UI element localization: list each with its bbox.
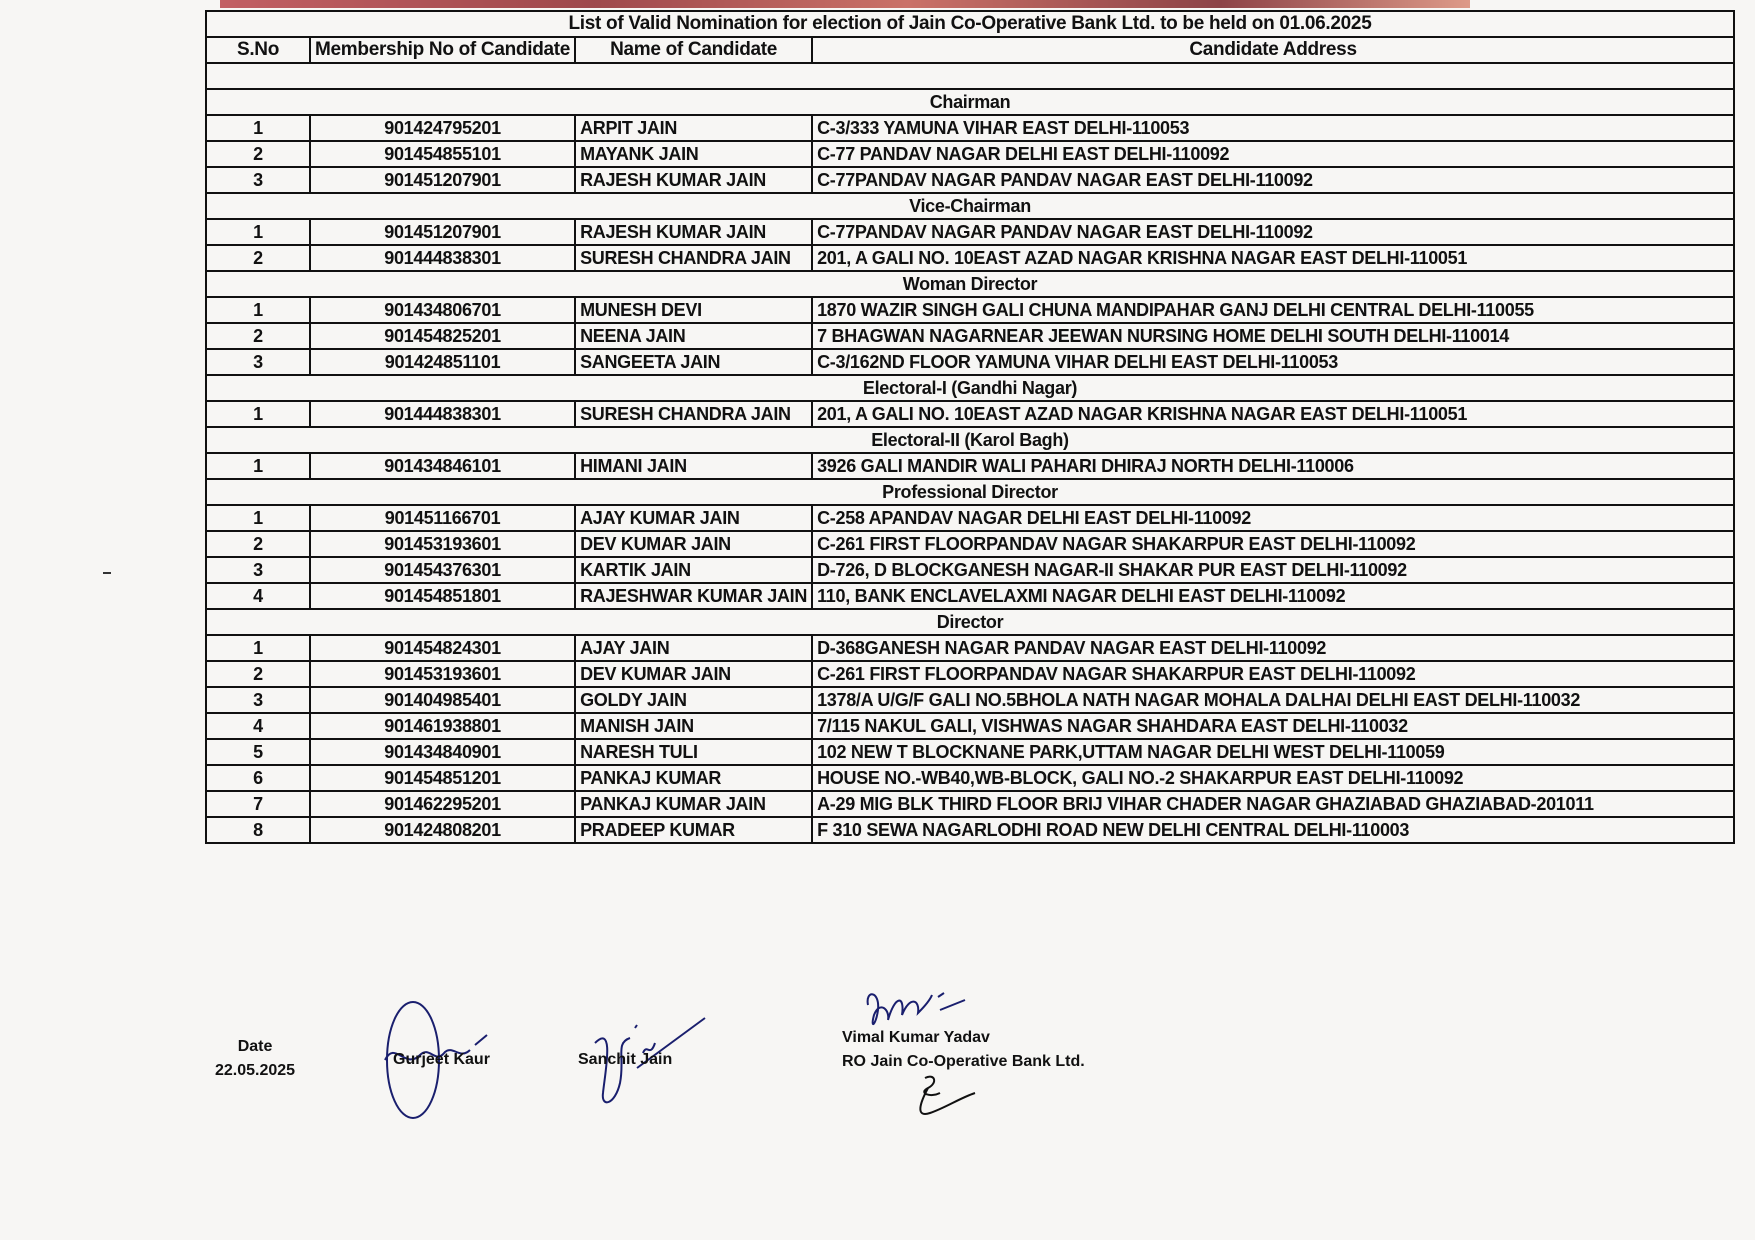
serial-number-cell: 3 <box>206 349 310 375</box>
table-row <box>206 791 1734 817</box>
serial-number-cell: 1 <box>206 453 310 479</box>
membership-number-cell: 901453193601 <box>310 661 575 687</box>
candidate-address-cell: 110, BANK ENCLAVELAXMI NAGAR DELHI EAST DELHI-110092 <box>812 583 1734 609</box>
serial-number-cell: 1 <box>206 219 310 245</box>
candidate-name-cell: SURESH CHANDRA JAIN <box>575 245 812 271</box>
spacer-row <box>206 63 1734 89</box>
nomination-sheet <box>205 10 1735 844</box>
table-row <box>206 583 1734 609</box>
membership-number-cell: 901461938801 <box>310 713 575 739</box>
table-row <box>206 245 1734 271</box>
date-value: 22.05.2025 <box>215 1062 296 1079</box>
serial-number-cell: 7 <box>206 791 310 817</box>
candidate-name-cell: DEV KUMAR JAIN <box>575 661 812 687</box>
signatory-name-2: Sanchit Jain <box>578 1051 673 1068</box>
membership-number-cell: 901424795201 <box>310 115 575 141</box>
table-row <box>206 765 1734 791</box>
serial-number-cell: 3 <box>206 687 310 713</box>
date-label: Date <box>237 1038 273 1055</box>
membership-number-cell: 901454824301 <box>310 635 575 661</box>
candidate-address-cell: C-3/333 YAMUNA VIHAR EAST DELHI-110053 <box>812 115 1734 141</box>
candidate-address-cell: 3926 GALI MANDIR WALI PAHARI DHIRAJ NORTH DELHI-110006 <box>812 453 1734 479</box>
candidate-name-cell: HIMANI JAIN <box>575 453 812 479</box>
membership-number-cell: 901434846101 <box>310 453 575 479</box>
membership-number-cell: 901444838301 <box>310 245 575 271</box>
margin-mark <box>103 572 111 574</box>
section-header-row <box>206 609 1734 635</box>
serial-number-cell: 4 <box>206 713 310 739</box>
candidate-address-cell: C-77PANDAV NAGAR PANDAV NAGAR EAST DELHI-110092 <box>812 219 1734 245</box>
signatory-name-1: Gurjeet Kaur <box>393 1051 490 1068</box>
serial-number-cell: 2 <box>206 531 310 557</box>
column-header-sno: S.No <box>206 37 310 63</box>
candidate-address-cell: D-726, D BLOCKGANESH NAGAR-II SHAKAR PUR EAST DELHI-110092 <box>812 557 1734 583</box>
serial-number-cell: 2 <box>206 245 310 271</box>
candidate-address-cell: 201, A GALI NO. 10EAST AZAD NAGAR KRISHNA NAGAR EAST DELHI-110051 <box>812 245 1734 271</box>
date-block <box>215 1035 295 1083</box>
table-row <box>206 115 1734 141</box>
serial-number-cell: 2 <box>206 661 310 687</box>
candidate-address-cell: C-258 APANDAV NAGAR DELHI EAST DELHI-110092 <box>812 505 1734 531</box>
section-title: Electoral-II (Karol Bagh) <box>206 427 1734 453</box>
section-title: Woman Director <box>206 271 1734 297</box>
section-title: Chairman <box>206 89 1734 115</box>
table-row <box>206 219 1734 245</box>
candidate-name-cell: ARPIT JAIN <box>575 115 812 141</box>
serial-number-cell: 3 <box>206 557 310 583</box>
membership-number-cell: 901424808201 <box>310 817 575 843</box>
table-row <box>206 817 1734 843</box>
candidate-name-cell: SANGEETA JAIN <box>575 349 812 375</box>
candidate-name-cell: RAJESH KUMAR JAIN <box>575 219 812 245</box>
section-title: Vice-Chairman <box>206 193 1734 219</box>
candidate-name-cell: DEV KUMAR JAIN <box>575 531 812 557</box>
candidate-address-cell: 1378/A U/G/F GALI NO.5BHOLA NATH NAGAR MOHALA DALHAI DELHI EAST DELHI-110032 <box>812 687 1734 713</box>
section-title: Director <box>206 609 1734 635</box>
candidate-name-cell: NEENA JAIN <box>575 323 812 349</box>
candidate-name-cell: NARESH TULI <box>575 739 812 765</box>
candidate-address-cell: 102 NEW T BLOCKNANE PARK,UTTAM NAGAR DELHI WEST DELHI-110059 <box>812 739 1734 765</box>
candidate-name-cell: MANISH JAIN <box>575 713 812 739</box>
section-title: Professional Director <box>206 479 1734 505</box>
candidate-address-cell: F 310 SEWA NAGARLODHI ROAD NEW DELHI CENTRAL DELHI-110003 <box>812 817 1734 843</box>
table-row <box>206 557 1734 583</box>
table-row <box>206 635 1734 661</box>
candidate-name-cell: SURESH CHANDRA JAIN <box>575 401 812 427</box>
table-row <box>206 661 1734 687</box>
column-header-membership: Membership No of Candidate <box>310 37 575 63</box>
section-header-row <box>206 375 1734 401</box>
nomination-table <box>205 10 1735 844</box>
section-header-row <box>206 271 1734 297</box>
section-title: Electoral-I (Gandhi Nagar) <box>206 375 1734 401</box>
membership-number-cell: 901454855101 <box>310 141 575 167</box>
candidate-name-cell: MUNESH DEVI <box>575 297 812 323</box>
table-row <box>206 505 1734 531</box>
membership-number-cell: 901454825201 <box>310 323 575 349</box>
serial-number-cell: 3 <box>206 167 310 193</box>
candidate-name-cell: MAYANK JAIN <box>575 141 812 167</box>
candidate-name-cell: GOLDY JAIN <box>575 687 812 713</box>
table-row <box>206 531 1734 557</box>
candidate-address-cell: C-77 PANDAV NAGAR DELHI EAST DELHI-110092 <box>812 141 1734 167</box>
table-row <box>206 141 1734 167</box>
table-row <box>206 401 1734 427</box>
candidate-address-cell: 7/115 NAKUL GALI, VISHWAS NAGAR SHAHDARA EAST DELHI-110032 <box>812 713 1734 739</box>
signatory-designation: RO Jain Co-Operative Bank Ltd. <box>842 1053 1085 1070</box>
candidate-address-cell: 201, A GALI NO. 10EAST AZAD NAGAR KRISHNA NAGAR EAST DELHI-110051 <box>812 401 1734 427</box>
serial-number-cell: 6 <box>206 765 310 791</box>
serial-number-cell: 1 <box>206 297 310 323</box>
signature-footer <box>0 1029 1755 1185</box>
candidate-name-cell: AJAY JAIN <box>575 635 812 661</box>
candidate-address-cell: C-261 FIRST FLOORPANDAV NAGAR SHAKARPUR EAST DELHI-110092 <box>812 531 1734 557</box>
membership-number-cell: 901424851101 <box>310 349 575 375</box>
candidate-address-cell: D-368GANESH NAGAR PANDAV NAGAR EAST DELHI-110092 <box>812 635 1734 661</box>
candidate-name-cell: AJAY KUMAR JAIN <box>575 505 812 531</box>
serial-number-cell: 4 <box>206 583 310 609</box>
table-row <box>206 453 1734 479</box>
section-header-row <box>206 193 1734 219</box>
candidate-name-cell: PANKAJ KUMAR JAIN <box>575 791 812 817</box>
table-row <box>206 739 1734 765</box>
document-title: List of Valid Nomination for election of Jain Co-Operative Bank Ltd. to be held on 01.06.2025 <box>206 11 1734 37</box>
serial-number-cell: 8 <box>206 817 310 843</box>
table-row <box>206 167 1734 193</box>
candidate-address-cell: C-3/162ND FLOOR YAMUNA VIHAR DELHI EAST DELHI-110053 <box>812 349 1734 375</box>
initials-mark-icon <box>910 1073 980 1123</box>
membership-number-cell: 901434806701 <box>310 297 575 323</box>
candidate-address-cell: 1870 WAZIR SINGH GALI CHUNA MANDIPAHAR GANJ DELHI CENTRAL DELHI-110055 <box>812 297 1734 323</box>
column-header-name: Name of Candidate <box>575 37 812 63</box>
serial-number-cell: 1 <box>206 505 310 531</box>
serial-number-cell: 2 <box>206 323 310 349</box>
membership-number-cell: 901453193601 <box>310 531 575 557</box>
membership-number-cell: 901444838301 <box>310 401 575 427</box>
column-header-address: Candidate Address <box>812 37 1734 63</box>
serial-number-cell: 2 <box>206 141 310 167</box>
candidate-name-cell: KARTIK JAIN <box>575 557 812 583</box>
table-row <box>206 687 1734 713</box>
serial-number-cell: 1 <box>206 401 310 427</box>
signatory-name-3: Vimal Kumar Yadav <box>842 1029 990 1046</box>
candidate-address-cell: C-77PANDAV NAGAR PANDAV NAGAR EAST DELHI-110092 <box>812 167 1734 193</box>
table-row <box>206 323 1734 349</box>
membership-number-cell: 901451166701 <box>310 505 575 531</box>
candidate-address-cell: HOUSE NO.-WB40,WB-BLOCK, GALI NO.-2 SHAKARPUR EAST DELHI-110092 <box>812 765 1734 791</box>
candidate-address-cell: A-29 MIG BLK THIRD FLOOR BRIJ VIHAR CHADER NAGAR GHAZIABAD GHAZIABAD-201011 <box>812 791 1734 817</box>
membership-number-cell: 901434840901 <box>310 739 575 765</box>
candidate-name-cell: PRADEEP KUMAR <box>575 817 812 843</box>
membership-number-cell: 901404985401 <box>310 687 575 713</box>
table-row <box>206 713 1734 739</box>
membership-number-cell: 901451207901 <box>310 167 575 193</box>
header-row <box>206 37 1734 63</box>
membership-number-cell: 901454851201 <box>310 765 575 791</box>
section-header-row <box>206 89 1734 115</box>
signature-vimal-kumar-yadav-icon <box>860 985 970 1035</box>
candidate-name-cell: RAJESH KUMAR JAIN <box>575 167 812 193</box>
membership-number-cell: 901454376301 <box>310 557 575 583</box>
table-row <box>206 349 1734 375</box>
section-header-row <box>206 479 1734 505</box>
serial-number-cell: 1 <box>206 635 310 661</box>
candidate-address-cell: 7 BHAGWAN NAGARNEAR JEEWAN NURSING HOME DELHI SOUTH DELHI-110014 <box>812 323 1734 349</box>
title-row <box>206 11 1734 37</box>
membership-number-cell: 901462295201 <box>310 791 575 817</box>
membership-number-cell: 901451207901 <box>310 219 575 245</box>
section-header-row <box>206 427 1734 453</box>
candidate-address-cell: C-261 FIRST FLOORPANDAV NAGAR SHAKARPUR EAST DELHI-110092 <box>812 661 1734 687</box>
candidate-name-cell: PANKAJ KUMAR <box>575 765 812 791</box>
table-row <box>206 297 1734 323</box>
serial-number-cell: 1 <box>206 115 310 141</box>
page-top-edge-decoration <box>220 0 1470 8</box>
membership-number-cell: 901454851801 <box>310 583 575 609</box>
candidate-name-cell: RAJESHWAR KUMAR JAIN <box>575 583 812 609</box>
serial-number-cell: 5 <box>206 739 310 765</box>
